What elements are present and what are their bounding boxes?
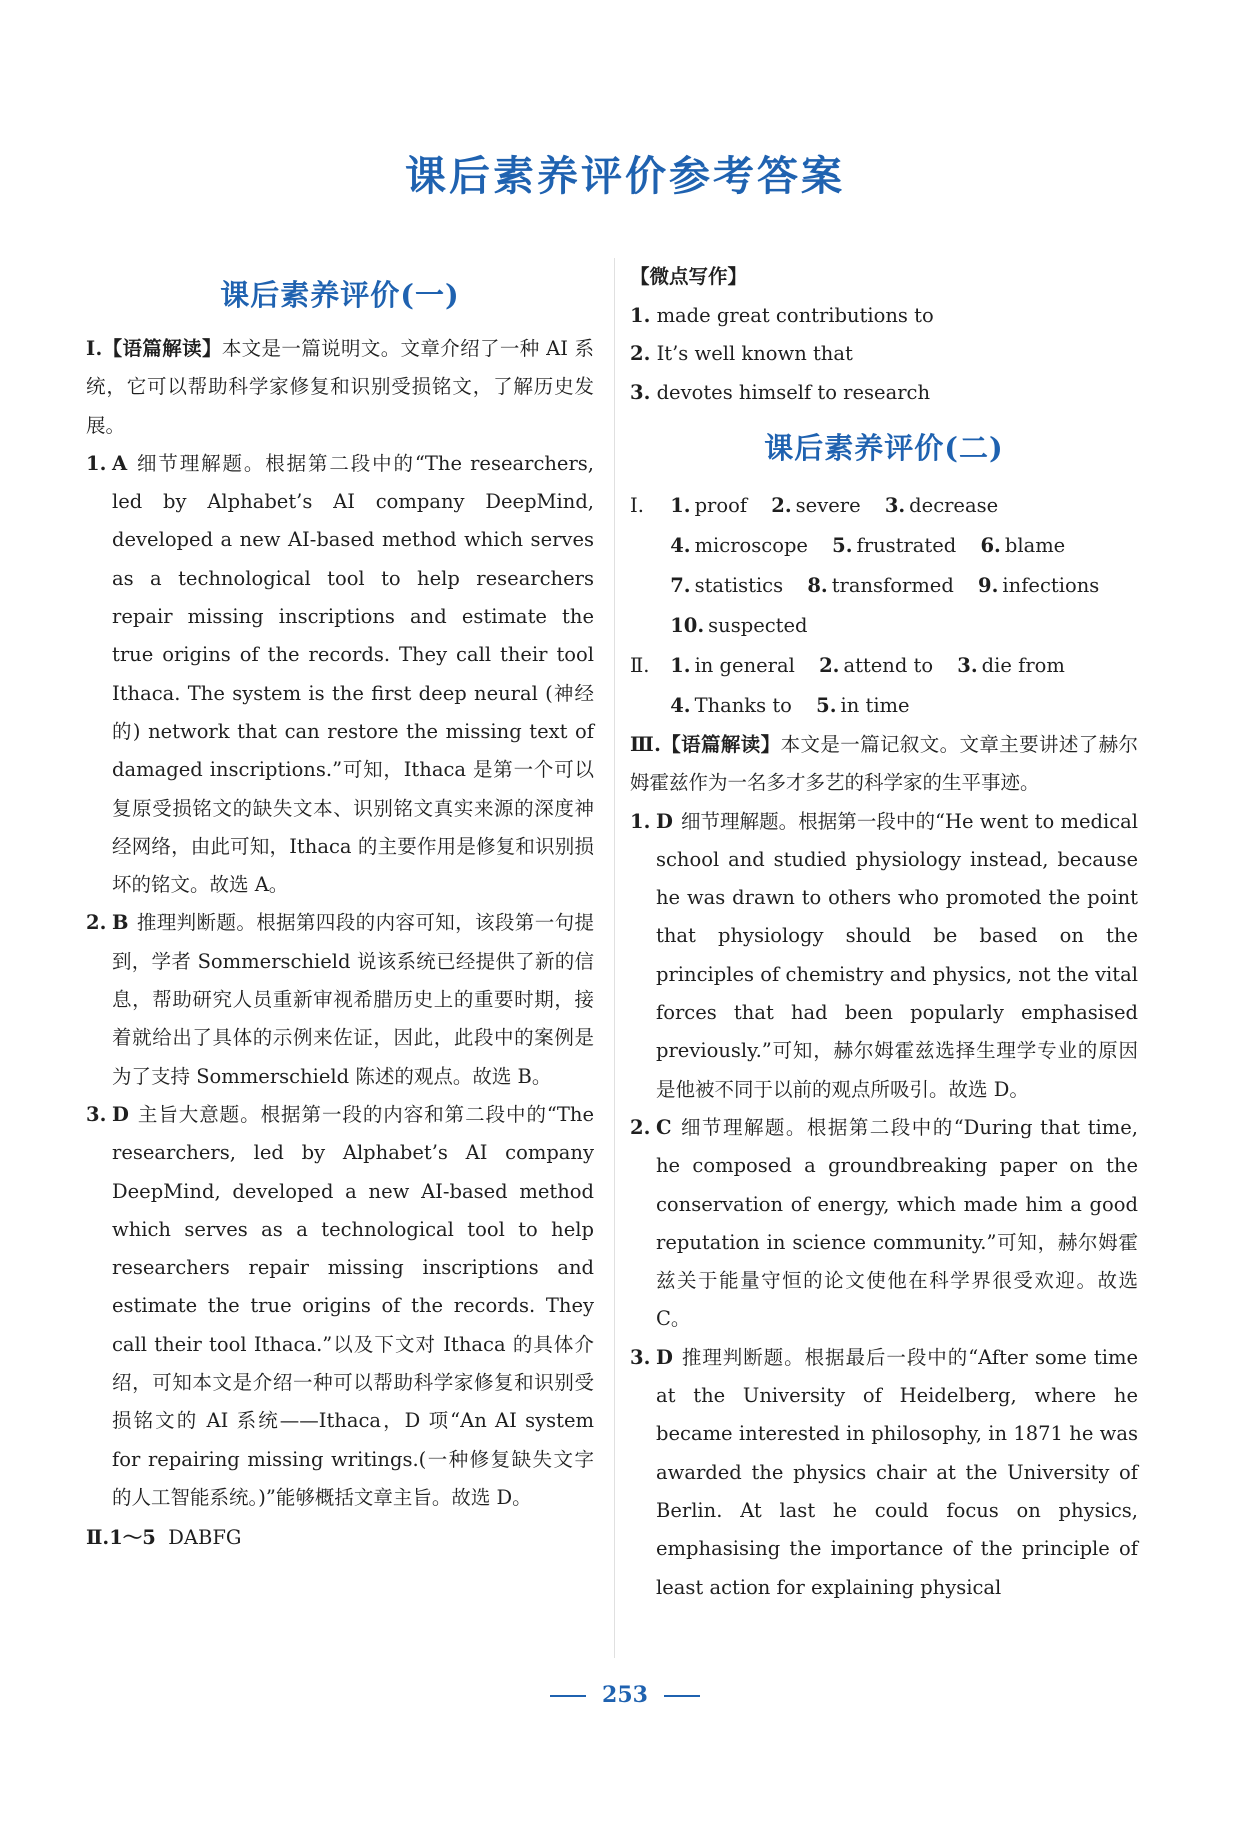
- item-explanation: 推理判断题。根据第四段的内容可知，该段第一句提到，学者 Sommerschield 说该系统已经提供了新的信息，帮助研究人员重新审视希腊历史上的重要时期，接着就给出了具体的示例来佐证，因此，此段中的案例是为了支持 Sommerschield 陈述的观点。故选 B。: [112, 911, 594, 1088]
- passage-summary-3: [630, 726, 1138, 803]
- vocab-row: [630, 686, 1138, 726]
- page-title: 课后素养评价参考答案: [405, 152, 845, 200]
- item-number: 10.: [670, 614, 705, 637]
- range-label: 1～5: [109, 1526, 156, 1550]
- item-number: 1.: [630, 809, 651, 833]
- roman-numeral: Ⅱ.: [86, 1526, 110, 1550]
- page-number-text: 253: [602, 1682, 648, 1708]
- phrase: attend to: [843, 654, 934, 677]
- item-number: 2.: [819, 654, 840, 677]
- item-number: 3.: [957, 654, 978, 677]
- item-number: 3.: [630, 1345, 651, 1369]
- passage-summary-1: [86, 330, 594, 445]
- vocab-word: frustrated: [856, 534, 957, 557]
- summary-tag: 【语篇解读】: [102, 337, 222, 360]
- item-number: 3.: [86, 1102, 107, 1126]
- roman-numeral: Ⅲ.: [630, 733, 661, 756]
- item-number: 5.: [832, 534, 853, 557]
- page-number-dash: [550, 1695, 586, 1697]
- column-divider: [614, 258, 615, 1658]
- roman-numeral: Ⅱ.: [630, 654, 650, 677]
- answer-item: [630, 803, 1138, 1109]
- item-number: 3.: [884, 494, 906, 517]
- page-number-dash: [664, 1695, 700, 1697]
- item-explanation: 推理判断题。根据最后一段中的“After some time at the University of Heidelberg, where he became interested in philosophy, in 1871 he was awarded the physics chair at the University of Berlin. At last he could focus on physics, emphasising the importance of the principle of least action for explaining physical: [656, 1345, 1138, 1599]
- answer-item: [630, 1109, 1138, 1339]
- writing-text: devotes himself to research: [656, 380, 931, 404]
- vocab-row: [630, 646, 1138, 686]
- item-number: 2.: [771, 494, 792, 517]
- writing-item: [630, 335, 1138, 374]
- item-number: 9.: [978, 574, 999, 597]
- item-number: 3.: [630, 380, 651, 404]
- writing-tag: 【微点写作】: [630, 265, 748, 288]
- vocab-row: [630, 486, 1138, 526]
- vocab-word: suspected: [708, 614, 808, 637]
- item-number: 4.: [670, 534, 691, 557]
- phrase: in general: [694, 654, 795, 677]
- item-number: 2.: [630, 1115, 651, 1139]
- vocab-word: infections: [1002, 574, 1100, 597]
- phrase: die from: [981, 654, 1065, 677]
- item-explanation: 细节理解题。根据第二段中的“During that time, he composed a groundbreaking paper on the conservation of energy, which made him a good reputation in science community.”可知，赫尔姆霍兹关于能量守恒的论文使他在科学界很受欢迎。故选 C。: [656, 1115, 1138, 1331]
- item-answer: D: [656, 809, 673, 833]
- vocab-word: severe: [795, 494, 861, 517]
- right-column: [630, 258, 1138, 1607]
- section-title-1: 课后素养评价(一): [220, 278, 460, 312]
- vocab-word: statistics: [694, 574, 784, 597]
- roman-numeral: Ⅰ.: [86, 337, 103, 360]
- vocab-row: [630, 526, 1138, 566]
- item-number: 5.: [816, 694, 837, 717]
- item-number: 1.: [630, 303, 651, 327]
- item-number: 8.: [807, 574, 828, 597]
- item-number: 6.: [980, 534, 1001, 557]
- phrase: Thanks to: [694, 694, 792, 717]
- writing-text: made great contributions to: [656, 303, 934, 327]
- item-number: 2.: [86, 911, 107, 935]
- vocab-part1: [630, 486, 1138, 646]
- item-number: 1.: [670, 654, 691, 677]
- summary-text: 本文是一篇记叙文。文章主要讲述了赫尔姆霍兹作为一名多才多艺的科学家的生平事迹。: [630, 733, 1138, 795]
- vocab-row: [630, 566, 1138, 606]
- vocab-word: decrease: [909, 494, 999, 517]
- vocab-part2: [630, 646, 1138, 726]
- writing-text: It’s well known that: [656, 342, 853, 365]
- answer-item: [86, 1096, 594, 1517]
- answer-item: [86, 445, 594, 905]
- item-explanation: 细节理解题。根据第一段中的“He went to medical school and studied physiology instead, because he was drawn to others who promoted the point that physiology should be based on the principles of chemistry and physics, not the vital forces that had been popularly emphasised previously.”可知，赫尔姆霍兹选择生理学专业的原因是他被不同于以前的观点所吸引。故选 D。: [656, 809, 1138, 1101]
- item-answer: C: [656, 1115, 672, 1139]
- item-answer: D: [656, 1345, 673, 1369]
- writing-item: [630, 374, 1138, 413]
- vocab-word: blame: [1004, 534, 1066, 557]
- left-column: [86, 258, 594, 1557]
- answer-item: [630, 1339, 1138, 1607]
- range-answer: DABFG: [168, 1526, 242, 1550]
- vocab-word: proof: [694, 494, 748, 517]
- item-answer: A: [112, 451, 128, 475]
- vocab-row: [630, 606, 1138, 646]
- item-answer: D: [112, 1102, 129, 1126]
- section-title-2: 课后素养评价(二): [764, 431, 1004, 465]
- item-number: 4.: [670, 694, 691, 717]
- item-explanation: 主旨大意题。根据第一段的内容和第二段中的“The researchers, led by Alphabet’s AI company DeepMind, developed a new AI-based method which serves as a technological tool to help researchers repair missing inscriptions and estimate the true origins of the records. They call their tool Ithaca.”以及下文对 Ithaca 的具体介绍，可知本文是介绍一种可以帮助科学家修复和识别受损铭文的 AI 系统——Ithaca，D 项“An AI system for repairing missing writings.(一种修复缺失文字的人工智能系统。)”能够概括文章主旨。故选 D。: [112, 1102, 594, 1509]
- summary-text: 本文是一篇说明文。文章介绍了一种 AI 系统，它可以帮助科学家修复和识别受损铭文，了解历史发展。: [86, 337, 594, 437]
- vocab-word: microscope: [694, 534, 808, 557]
- item-number: 7.: [670, 574, 691, 597]
- part2-answers: [86, 1519, 594, 1557]
- phrase: in time: [840, 694, 910, 717]
- page-number: [0, 1682, 1250, 1708]
- writing-item: [630, 297, 1138, 336]
- item-explanation: 细节理解题。根据第二段中的“The researchers, led by Alphabet’s AI company DeepMind, developed a new AI-based method which serves as a technological tool to help researchers repair missing inscriptions and estimate the true origins of the records. They call their tool Ithaca. The system is the first deep neural (神经的) network that can restore the missing text of damaged inscriptions.”可知，Ithaca 是第一个可以复原受损铭文的缺失文本、识别铭文真实来源的深度神经网络，由此可知，Ithaca 的主要作用是修复和识别损坏的铭文。故选 A。: [112, 451, 594, 897]
- roman-numeral: Ⅰ.: [630, 494, 644, 517]
- vocab-word: transformed: [831, 574, 954, 597]
- item-number: 1.: [86, 451, 107, 475]
- item-number: 1.: [670, 494, 691, 517]
- item-answer: B: [112, 911, 129, 935]
- answer-item: [86, 904, 594, 1095]
- item-number: 2.: [630, 342, 651, 365]
- summary-tag: 【语篇解读】: [660, 733, 781, 756]
